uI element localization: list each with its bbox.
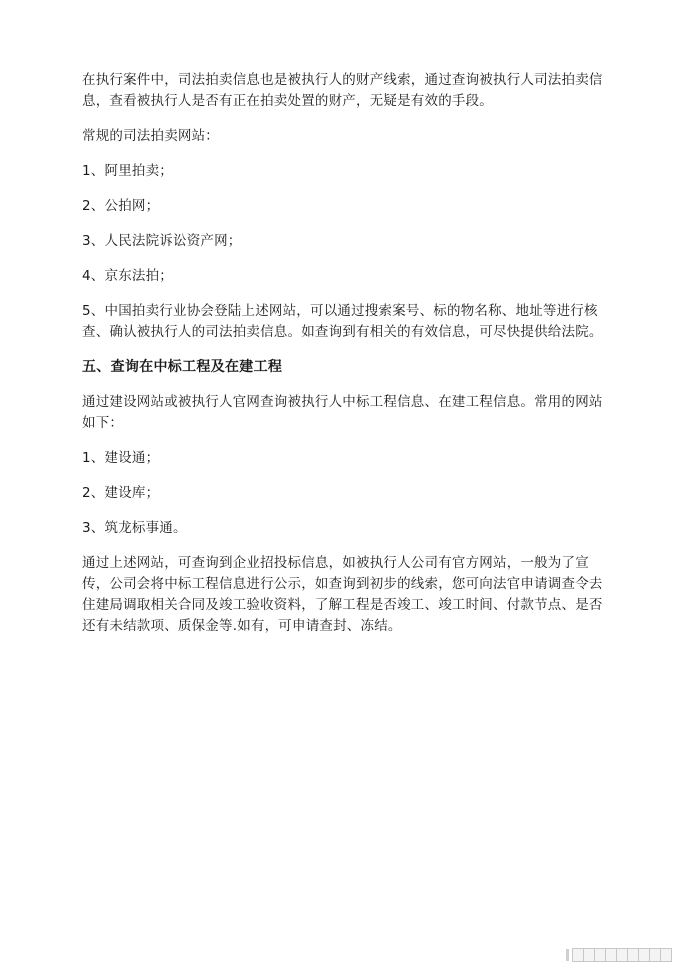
watermark-block <box>638 948 649 962</box>
paragraph-auction-sites-title: 常规的司法拍卖网站： <box>82 128 219 144</box>
watermark-block <box>616 948 627 962</box>
watermark-block <box>594 948 605 962</box>
watermark-block <box>583 948 594 962</box>
list-item-gongpai: 2、公拍网； <box>82 198 160 214</box>
watermark-block <box>660 948 672 962</box>
paragraph-projects-intro: 通过建设网站或被执行人官网查询被执行人中标工程信息、在建工程信息。常用的网站如下： <box>82 394 603 431</box>
watermark-block <box>649 948 660 962</box>
list-item-zhulong: 3、筑龙标事通。 <box>82 520 187 536</box>
list-item-jianshetong: 1、建设通； <box>82 450 160 466</box>
list-item-auction-association: 5、中国拍卖行业协会登陆上述网站，可以通过搜索案号、标的物名称、地址等进行核查、确认被执行人的司法拍卖信息。如查询到有相关的有效信息，可尽快提供给法院。 <box>82 303 603 340</box>
list-item-jd-auction: 4、京东法拍； <box>82 268 173 284</box>
section-heading-projects: 五、查询在中标工程及在建工程 <box>82 359 283 375</box>
list-item-jianshe-ku: 2、建设库； <box>82 485 160 501</box>
watermark-logo <box>566 948 672 962</box>
document-body <box>82 70 612 651</box>
watermark-block <box>572 948 583 962</box>
watermark-block <box>627 948 638 962</box>
list-item-court-assets: 3、人民法院诉讼资产网； <box>82 233 242 249</box>
watermark-bar <box>566 949 569 961</box>
list-item-ali-auction: 1、阿里拍卖； <box>82 163 173 179</box>
paragraph-conclusion: 通过上述网站，可查询到企业招投标信息，如被执行人公司有官方网站，一般为了宣传，公司会将中标工程信息进行公示，如查询到初步的线索，您可向法官申请调查令去住建局调取相关合同及竣工验收资料，了解工程是否竣工、竣工时间、付款节点、是否还有未结款项、质保金等.如有，可申请查封、冻结。 <box>82 555 603 634</box>
paragraph-intro: 在执行案件中，司法拍卖信息也是被执行人的财产线索，通过查询被执行人司法拍卖信息，查看被执行人是否有正在拍卖处置的财产，无疑是有效的手段。 <box>82 72 603 109</box>
watermark-block <box>605 948 616 962</box>
